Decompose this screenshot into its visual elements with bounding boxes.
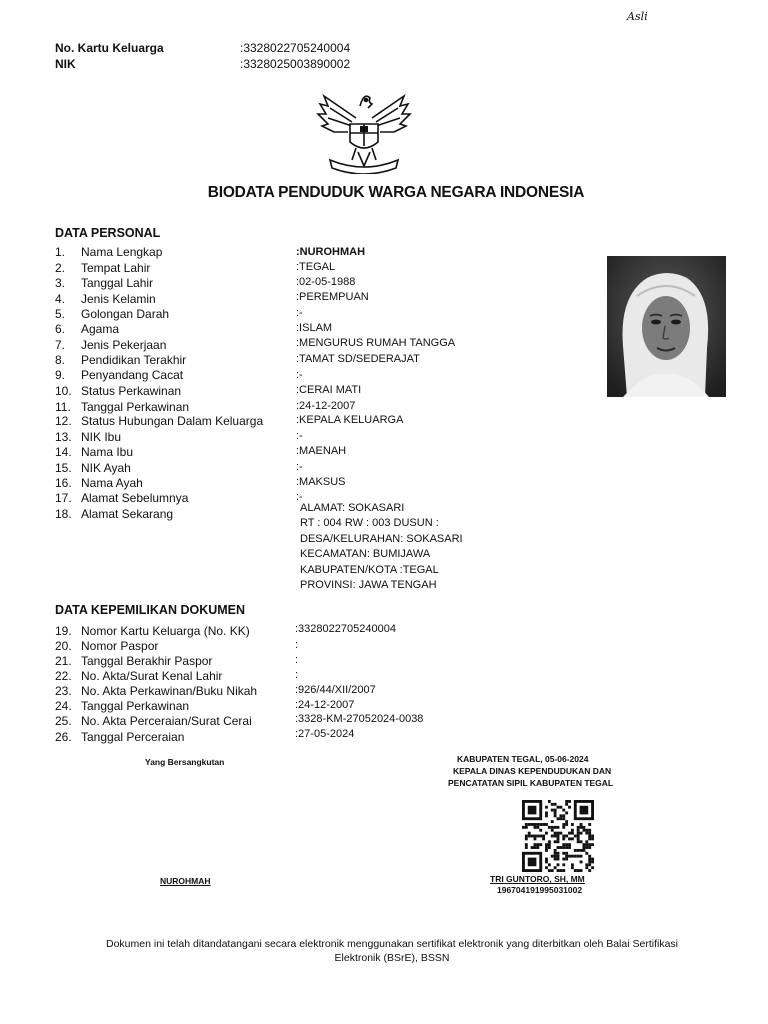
row-label: Alamat Sekarang xyxy=(81,507,174,521)
row-label: No. Akta Perceraian/Surat Cerai xyxy=(81,714,252,728)
row-value: :MAENAH xyxy=(296,445,347,457)
document-row xyxy=(55,699,189,714)
nik-label: NIK xyxy=(55,57,76,71)
office-line-1: KEPALA DINAS KEPENDUDUKAN DAN xyxy=(453,766,612,776)
personal-row xyxy=(55,430,121,445)
row-label: No. Akta Perkawinan/Buku Nikah xyxy=(81,684,258,698)
row-label: Nama Ayah xyxy=(81,476,143,490)
row-label: Status Perkawinan xyxy=(81,384,182,398)
row-label: Tanggal Lahir xyxy=(81,276,154,290)
row-label: Nama Lengkap xyxy=(81,245,163,259)
document-title: BIODATA PENDUDUK WARGA NEGARA INDONESIA xyxy=(207,184,585,201)
row-value: :3328022705240004 xyxy=(295,623,396,635)
row-label: Alamat Sebelumnya xyxy=(81,491,189,505)
row-number: 16. xyxy=(55,476,72,490)
row-value: :ISLAM xyxy=(296,322,333,334)
row-label: NIK Ayah xyxy=(81,461,131,475)
row-value: :- xyxy=(296,491,303,503)
row-label: No. Akta/Surat Kenal Lahir xyxy=(81,669,223,683)
row-label: Jenis Kelamin xyxy=(81,292,156,306)
row-value: : xyxy=(295,669,299,681)
kk-label: No. Kartu Keluarga xyxy=(55,41,164,55)
personal-row xyxy=(55,507,173,522)
row-value: :- xyxy=(296,369,303,381)
row-label: Agama xyxy=(81,322,120,336)
official-nip: 196704191995031002 xyxy=(497,885,583,895)
row-number: 25. xyxy=(55,714,72,728)
row-number: 13. xyxy=(55,430,72,444)
row-label: Nomor Kartu Keluarga (No. KK) xyxy=(81,624,250,638)
left-signature-name: NUROHMAH xyxy=(160,876,211,886)
address-line: ALAMAT: SOKASARI xyxy=(300,502,405,514)
document-row xyxy=(55,669,222,684)
row-number: 10. xyxy=(55,384,72,398)
row-number: 1. xyxy=(55,245,66,259)
row-number: 2. xyxy=(55,261,66,275)
row-label: Pendidikan Terakhir xyxy=(81,353,187,367)
personal-row xyxy=(55,384,181,399)
document-row xyxy=(55,714,252,729)
qr-code-icon xyxy=(522,800,594,872)
office-line-2: PENCATATAN SIPIL KABUPATEN TEGAL xyxy=(448,778,614,788)
row-label: Status Hubungan Dalam Keluarga xyxy=(81,414,264,428)
footer-line-1: Dokumen ini telah ditandatangani secara elektronik menggunakan sertifikat elektronik yang diterbitkan oleh Balai Sertifikasi xyxy=(106,938,678,950)
personal-row xyxy=(55,261,150,276)
section-heading-documents: DATA KEPEMILIKAN DOKUMEN xyxy=(55,603,246,617)
personal-row xyxy=(55,292,156,307)
row-number: 12. xyxy=(55,414,72,428)
document-row xyxy=(55,684,257,699)
row-value: :KEPALA KELUARGA xyxy=(296,414,404,426)
row-value: :3328-KM-27052024-0038 xyxy=(295,713,424,725)
address-line: RT : 004 RW : 003 DUSUN : xyxy=(300,517,439,530)
row-number: 19. xyxy=(55,624,72,638)
row-label: Golongan Darah xyxy=(81,307,170,321)
row-number: 15. xyxy=(55,461,72,475)
row-label: Jenis Pekerjaan xyxy=(81,338,167,352)
personal-row xyxy=(55,414,263,429)
row-number: 9. xyxy=(55,368,66,382)
personal-row xyxy=(55,322,119,337)
row-label: Nama Ibu xyxy=(81,445,134,459)
document-row xyxy=(55,730,184,745)
personal-row xyxy=(55,400,189,415)
row-number: 14. xyxy=(55,445,72,459)
document-row xyxy=(55,624,250,639)
personal-row xyxy=(55,491,188,506)
kk-value: :3328022705240004 xyxy=(240,41,351,55)
personal-row xyxy=(55,476,143,491)
personal-row xyxy=(55,276,153,291)
personal-row xyxy=(55,338,166,353)
address-line: DESA/KELURAHAN: SOKASARI xyxy=(300,532,463,545)
footer-note xyxy=(8,937,768,965)
row-value: :NUROHMAH xyxy=(296,246,366,258)
footer-line-2: Elektronik (BSrE), BSSN xyxy=(334,952,450,964)
personal-row xyxy=(55,461,131,476)
row-value: :TAMAT SD/SEDERAJAT xyxy=(296,353,420,365)
row-value: :- xyxy=(296,430,303,442)
row-value: :TEGAL xyxy=(296,261,336,273)
address-line: KECAMATAN: BUMIJAWA xyxy=(300,548,431,561)
row-label: Tanggal Perkawinan xyxy=(81,400,190,414)
row-label: Tanggal Berakhir Paspor xyxy=(81,654,213,668)
row-number: 11. xyxy=(55,400,71,414)
row-value: :MAKSUS xyxy=(296,476,346,488)
row-value: :27-05-2024 xyxy=(295,728,355,740)
row-number: 8. xyxy=(55,353,66,367)
row-number: 24. xyxy=(55,699,72,713)
current-address xyxy=(300,501,463,593)
row-value: :MENGURUS RUMAH TANGGA xyxy=(296,337,456,349)
row-number: 26. xyxy=(55,730,72,744)
row-value: :02-05-1988 xyxy=(296,276,356,288)
row-number: 23. xyxy=(55,684,72,698)
row-number: 20. xyxy=(55,639,72,653)
row-number: 7. xyxy=(55,338,66,352)
portrait-photo xyxy=(607,256,726,397)
document-row xyxy=(55,639,158,654)
row-label: NIK Ibu xyxy=(81,430,122,444)
row-number: 22. xyxy=(55,669,72,683)
row-label: Nomor Paspor xyxy=(81,639,159,653)
place-date: KABUPATEN TEGAL, 05-06-2024 xyxy=(457,754,589,764)
personal-row xyxy=(55,353,186,368)
personal-row xyxy=(55,445,133,460)
document-row xyxy=(55,654,212,669)
nik-value: :3328025003890002 xyxy=(240,57,351,71)
row-label: Tanggal Perkawinan xyxy=(81,699,190,713)
row-value: :- xyxy=(296,307,303,319)
row-value: :- xyxy=(296,461,303,473)
row-label: Tanggal Perceraian xyxy=(81,730,185,744)
row-label: Penyandang Cacat xyxy=(81,368,184,382)
row-number: 17. xyxy=(55,491,72,505)
garuda-emblem-icon xyxy=(316,88,412,174)
handwritten-mark: Asli xyxy=(627,10,648,23)
row-number: 21. xyxy=(55,654,72,668)
left-signature-caption: Yang Bersangkutan xyxy=(145,757,225,767)
address-line: KABUPATEN/KOTA :TEGAL xyxy=(300,563,439,576)
section-heading-personal: DATA PERSONAL xyxy=(55,226,161,240)
row-value: : xyxy=(295,654,299,666)
row-number: 4. xyxy=(55,292,66,306)
row-number: 18. xyxy=(55,507,72,521)
row-number: 6. xyxy=(55,322,66,336)
row-value: :926/44/XII/2007 xyxy=(295,684,376,696)
official-name: TRI GUNTORO, SH, MM xyxy=(490,874,585,884)
row-value: : xyxy=(295,639,299,651)
row-number: 5. xyxy=(55,307,66,321)
row-label: Tempat Lahir xyxy=(81,261,151,275)
row-number: 3. xyxy=(55,276,66,290)
row-value: :CERAI MATI xyxy=(296,384,362,396)
personal-row xyxy=(55,368,183,383)
row-value: :24-12-2007 xyxy=(295,699,355,711)
personal-row xyxy=(55,245,162,260)
personal-row xyxy=(55,307,169,322)
row-value: :PEREMPUAN xyxy=(296,291,369,303)
address-line: PROVINSI: JAWA TENGAH xyxy=(300,579,437,592)
row-value: :24-12-2007 xyxy=(296,400,356,412)
